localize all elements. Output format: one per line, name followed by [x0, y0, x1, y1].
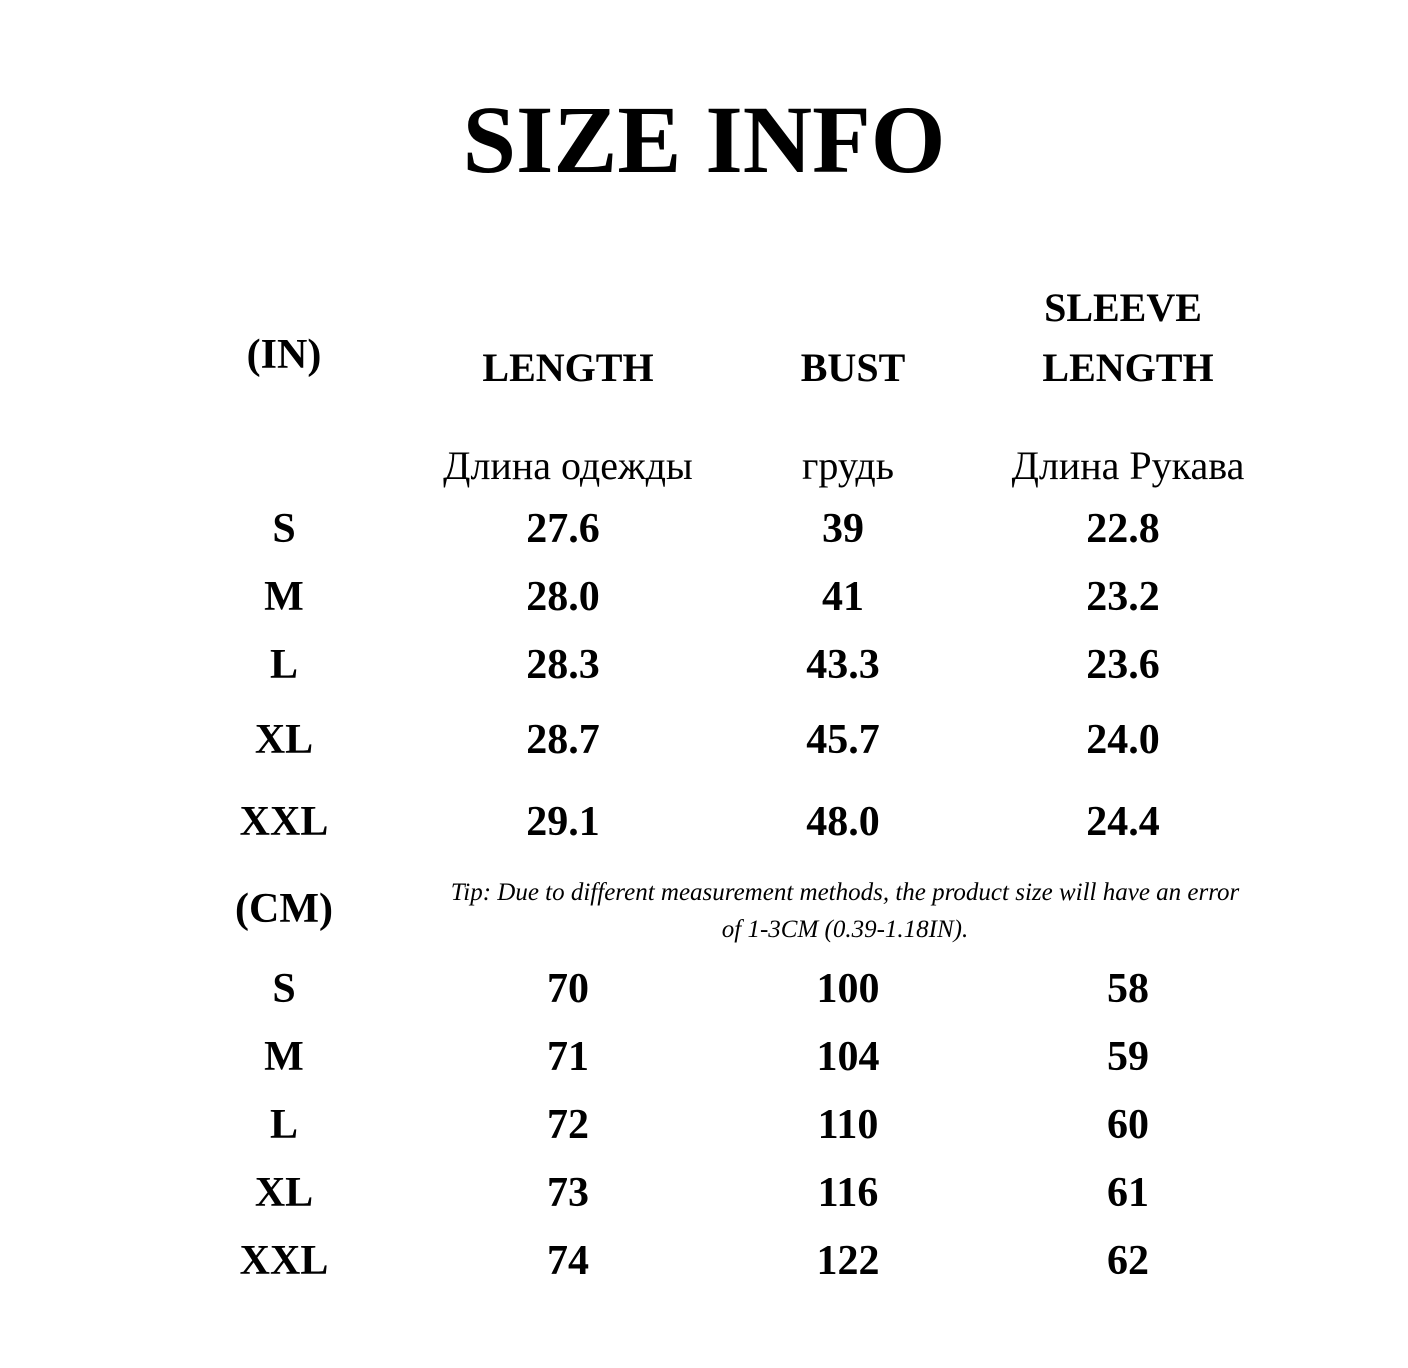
header-bust: BUST [800, 345, 906, 390]
sleeve-value: 23.2 [1086, 574, 1160, 620]
header-sleeve-line1: SLEEVE [1044, 285, 1202, 330]
sleeve-value: 22.8 [1086, 506, 1160, 552]
bust-value: 110 [817, 1102, 879, 1148]
bust-value: 43.3 [806, 642, 880, 688]
length-value: 29.1 [526, 799, 600, 845]
size-label: S [272, 966, 296, 1012]
size-label: XL [254, 1170, 314, 1216]
size-label: L [269, 1102, 299, 1148]
sleeve-value: 23.6 [1086, 642, 1160, 688]
bust-value: 45.7 [806, 717, 880, 763]
bust-value: 100 [816, 966, 880, 1012]
length-value: 27.6 [526, 506, 600, 552]
length-value: 28.3 [526, 642, 600, 688]
bust-value: 116 [817, 1170, 879, 1216]
size-label: XL [254, 717, 314, 763]
sleeve-value: 62 [1107, 1238, 1149, 1284]
length-value: 71 [547, 1034, 589, 1080]
page-title: SIZE INFO [462, 86, 946, 193]
bust-value: 104 [816, 1034, 880, 1080]
ru-header-length: Длина одежды [443, 443, 693, 488]
size-label: XXL [239, 799, 329, 845]
unit-label-cm: (CM) [235, 886, 333, 932]
length-value: 72 [547, 1102, 589, 1148]
sleeve-value: 24.4 [1086, 799, 1160, 845]
measurement-tip: Tip: Due to different measurement methods, the product size will have an error of 1-3CM (0.39-1.18IN). [450, 879, 1240, 943]
sleeve-value: 24.0 [1086, 717, 1160, 763]
length-value: 28.7 [526, 717, 600, 763]
length-value: 70 [547, 966, 589, 1012]
size-label: XXL [239, 1238, 329, 1284]
ru-header-bust: грудь [802, 443, 894, 488]
size-label: S [272, 506, 296, 552]
bust-value: 39 [822, 506, 864, 552]
sleeve-value: 59 [1107, 1034, 1149, 1080]
header-length: LENGTH [482, 345, 654, 390]
bust-value: 122 [816, 1238, 880, 1284]
sleeve-value: 60 [1107, 1102, 1149, 1148]
length-value: 73 [547, 1170, 589, 1216]
sleeve-value: 58 [1107, 966, 1149, 1012]
unit-label-inches: (IN) [246, 332, 322, 378]
ru-header-sleeve: Длина Рукава [1011, 443, 1245, 488]
size-label: L [269, 642, 299, 688]
sleeve-value: 61 [1107, 1170, 1149, 1216]
bust-value: 41 [822, 574, 864, 620]
length-value: 28.0 [526, 574, 600, 620]
length-value: 74 [547, 1238, 589, 1284]
header-sleeve-line2: LENGTH [1042, 345, 1214, 390]
size-label: M [264, 574, 304, 620]
bust-value: 48.0 [806, 799, 880, 845]
size-label: M [264, 1034, 304, 1080]
